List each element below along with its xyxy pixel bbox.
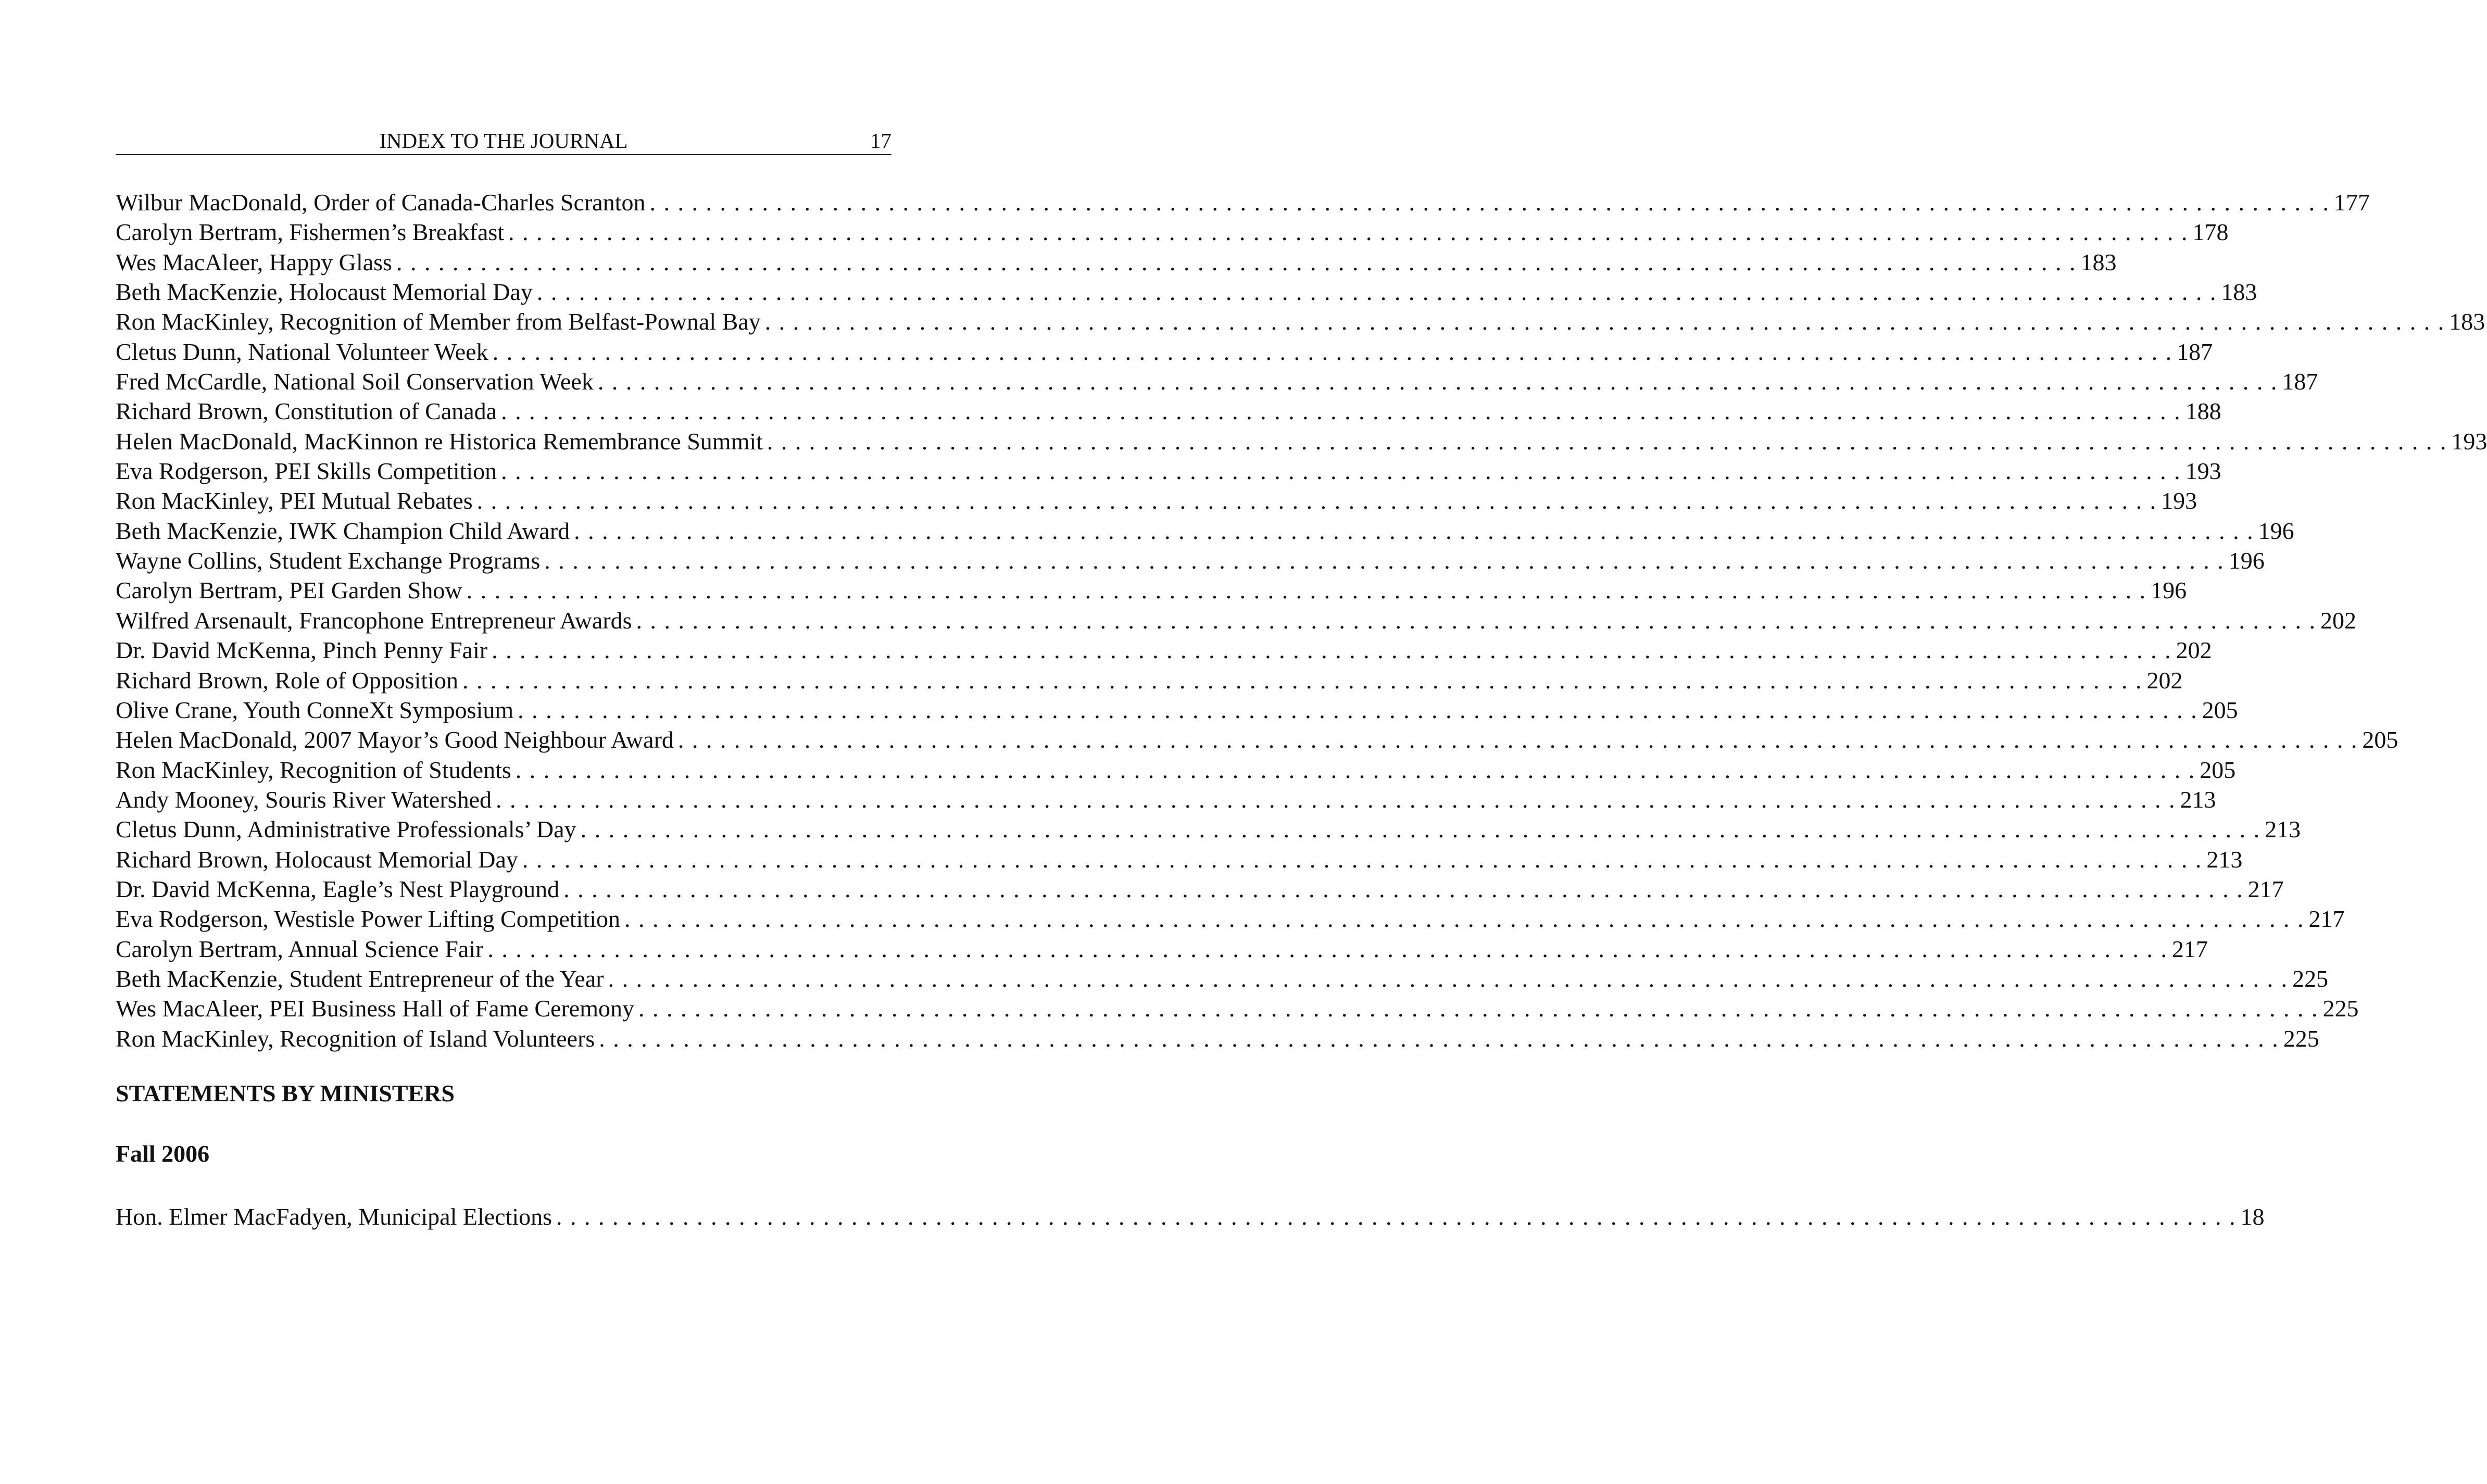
index-entry bbox=[116, 814, 2301, 844]
index-entry bbox=[116, 1202, 2265, 1231]
entry-page-number: 196 bbox=[2151, 577, 2187, 604]
entry-page-number: 213 bbox=[2206, 846, 2243, 873]
entry-text: Helen MacDonald, 2007 Mayor’s Good Neighbour Award bbox=[116, 726, 674, 753]
index-entry bbox=[116, 575, 2187, 605]
entry-text: Carolyn Bertram, PEI Garden Show bbox=[116, 577, 462, 604]
index-entry bbox=[116, 546, 2265, 575]
entry-page-number: 213 bbox=[2180, 786, 2216, 813]
dot-leader: . . . . . . . . . . . . . . . . . . . . . . . . . . . . . . . . . . . . . . . . . . . . . . . . . . . . . . . . . . . . . . . . . . . . . . . . . . . . . . . . . . . . . . . . . . . . . . . . . . . . . . . . . . . . . . . . . . . . . . . . bbox=[518, 696, 2198, 723]
entry-page-number: 193 bbox=[2185, 458, 2221, 485]
entry-page-number: 202 bbox=[2176, 637, 2212, 664]
dot-leader: . . . . . . . . . . . . . . . . . . . . . . . . . . . . . . . . . . . . . . . . . . . . . . . . . . . . . . . . . . . . . . . . . . . . . . . . . . . . . . . . . . . . . . . . . . . . . . . . . . . . . . . . . . . . . . . . . . . . . . . . bbox=[495, 786, 2176, 813]
header-title: INDEX TO THE JOURNAL bbox=[379, 129, 628, 153]
index-entry bbox=[116, 277, 2257, 307]
entry-page-number: 187 bbox=[2282, 368, 2318, 395]
entry-text: Eva Rodgerson, PEI Skills Competition bbox=[116, 458, 497, 485]
dot-leader: . . . . . . . . . . . . . . . . . . . . . . . . . . . . . . . . . . . . . . . . . . . . . . . . . . . . . . . . . . . . . . . . . . . . . . . . . . . . . . . . . . . . . . . . . . . . . . . . . . . . . . . . . . . . . . . . . . . . . . . . bbox=[476, 487, 2157, 514]
entry-text: Andy Mooney, Souris River Watershed bbox=[116, 786, 492, 813]
dot-leader: . . . . . . . . . . . . . . . . . . . . . . . . . . . . . . . . . . . . . . . . . . . . . . . . . . . . . . . . . . . . . . . . . . . . . . . . . . . . . . . . . . . . . . . . . . . . . . . . . . . . . . . . . . . . . . . . . . . . . . . . bbox=[563, 875, 2244, 902]
index-entry bbox=[116, 874, 2284, 904]
dot-leader: . . . . . . . . . . . . . . . . . . . . . . . . . . . . . . . . . . . . . . . . . . . . . . . . . . . . . . . . . . . . . . . . . . . . . . . . . . . . . . . . . . . . . . . . . . . . . . . . . . . . . . . . . . . . . . . . . . . . . . . . bbox=[624, 906, 2305, 933]
entry-page-number: 193 bbox=[2161, 487, 2197, 514]
dot-leader: . . . . . . . . . . . . . . . . . . . . . . . . . . . . . . . . . . . . . . . . . . . . . . . . . . . . . . . . . . . . . . . . . . . . . . . . . . . . . . . . . . . . . . . . . . . . . . . . . . . . . . . . . . . . . . . . . . . . . . . . bbox=[466, 577, 2147, 604]
entry-text: Helen MacDonald, MacKinnon re Historica Remembrance Summit bbox=[116, 427, 763, 455]
dot-leader: . . . . . . . . . . . . . . . . . . . . . . . . . . . . . . . . . . . . . . . . . . . . . . . . . . . . . . . . . . . . . . . . . . . . . . . . . . . . . . . . . . . . . . . . . . . . . . . . . . . . . . . . . . . . . . . . . . . . . . . . bbox=[536, 279, 2217, 306]
entry-page-number: 205 bbox=[2362, 726, 2398, 753]
entry-text: Richard Brown, Role of Opposition bbox=[116, 666, 458, 694]
entry-page-number: 225 bbox=[2322, 995, 2359, 1022]
entry-text: Cletus Dunn, Administrative Professionals’ Day bbox=[116, 816, 576, 843]
entry-page-number: 217 bbox=[2247, 875, 2284, 902]
dot-leader: . . . . . . . . . . . . . . . . . . . . . . . . . . . . . . . . . . . . . . . . . . . . . . . . . . . . . . . . . . . . . . . . . . . . . . . . . . . . . . . . . . . . . . . . . . . . . . . . . . . . . . . . . . . . . . . . . . . . . . . . bbox=[638, 995, 2319, 1022]
entry-page-number: 196 bbox=[2228, 547, 2265, 574]
ministers-statements-list bbox=[116, 1202, 2265, 1231]
entry-text: Dr. David McKenna, Pinch Penny Fair bbox=[116, 637, 488, 664]
index-entry bbox=[116, 845, 2243, 874]
index-entry bbox=[116, 904, 2345, 934]
entry-page-number: 202 bbox=[2320, 607, 2357, 634]
entry-page-number: 205 bbox=[2200, 756, 2236, 783]
entry-page-number: 178 bbox=[2192, 219, 2229, 246]
dot-leader: . . . . . . . . . . . . . . . . . . . . . . . . . . . . . . . . . . . . . . . . . . . . . . . . . . . . . . . . . . . . . . . . . . . . . . . . . . . . . . . . . . . . . . . . . . . . . . . . . . . . . . . . . . . . . . . . . . . . . . . . bbox=[492, 338, 2173, 365]
entry-page-number: 183 bbox=[2449, 308, 2485, 335]
index-entry bbox=[116, 337, 2213, 367]
index-entry bbox=[116, 755, 2236, 785]
entry-text: Beth MacKenzie, IWK Champion Child Award bbox=[116, 517, 570, 544]
entry-page-number: 183 bbox=[2080, 248, 2117, 275]
entry-page-number: 202 bbox=[2146, 666, 2183, 694]
dot-leader: . . . . . . . . . . . . . . . . . . . . . . . . . . . . . . . . . . . . . . . . . . . . . . . . . . . . . . . . . . . . . . . . . . . . . . . . . . . . . . . . . . . . . . . . . . . . . . . . . . . . . . . . . . . . . . . . . . . . . . . . bbox=[597, 368, 2278, 395]
dot-leader: . . . . . . . . . . . . . . . . . . . . . . . . . . . . . . . . . . . . . . . . . . . . . . . . . . . . . . . . . . . . . . . . . . . . . . . . . . . . . . . . . . . . . . . . . . . . . . . . . . . . . . . . . . . . . . . . . . . . . . . . bbox=[501, 458, 2181, 485]
entry-text: Wes MacAleer, Happy Glass bbox=[116, 248, 392, 275]
dot-leader: . . . . . . . . . . . . . . . . . . . . . . . . . . . . . . . . . . . . . . . . . . . . . . . . . . . . . . . . . . . . . . . . . . . . . . . . . . . . . . . . . . . . . . . . . . . . . . . . . . . . . . . . . . . . . . . . . . . . . . . . bbox=[487, 935, 2168, 962]
dot-leader: . . . . . . . . . . . . . . . . . . . . . . . . . . . . . . . . . . . . . . . . . . . . . . . . . . . . . . . . . . . . . . . . . . . . . . . . . . . . . . . . . . . . . . . . . . . . . . . . . . . . . . . . . . . . . . . . . . . . . . . . bbox=[608, 965, 2289, 992]
dot-leader: . . . . . . . . . . . . . . . . . . . . . . . . . . . . . . . . . . . . . . . . . . . . . . . . . . . . . . . . . . . . . . . . . . . . . . . . . . . . . . . . . . . . . . . . . . . . . . . . . . . . . . . . . . . . . . . . . . . . . . . . bbox=[767, 427, 2447, 455]
index-entry bbox=[116, 964, 2329, 993]
dot-leader: . . . . . . . . . . . . . . . . . . . . . . . . . . . . . . . . . . . . . . . . . . . . . . . . . . . . . . . . . . . . . . . . . . . . . . . . . . . . . . . . . . . . . . . . . . . . . . . . . . . . . . . . . . . . . . . . . . . . . . . . bbox=[508, 219, 2189, 246]
entry-page-number: 196 bbox=[2258, 517, 2294, 544]
index-entry bbox=[116, 247, 2117, 277]
entry-page-number: 213 bbox=[2265, 816, 2301, 843]
index-entry bbox=[116, 993, 2359, 1023]
dot-leader: . . . . . . . . . . . . . . . . . . . . . . . . . . . . . . . . . . . . . . . . . . . . . . . . . . . . . . . . . . . . . . . . . . . . . . . . . . . . . . . . . . . . . . . . . . . . . . . . . . . . . . . . . . . . . . . . . . . . . . . . bbox=[599, 1025, 2279, 1052]
dot-leader: . . . . . . . . . . . . . . . . . . . . . . . . . . . . . . . . . . . . . . . . . . . . . . . . . . . . . . . . . . . . . . . . . . . . . . . . . . . . . . . . . . . . . . . . . . . . . . . . . . . . . . . . . . . . . . . . . . . . . . . . bbox=[462, 666, 2143, 694]
entry-text: Wes MacAleer, PEI Business Hall of Fame Ceremony bbox=[116, 995, 635, 1022]
entry-page-number: 188 bbox=[2185, 398, 2221, 425]
entry-text: Richard Brown, Holocaust Memorial Day bbox=[116, 846, 518, 873]
dot-leader: . . . . . . . . . . . . . . . . . . . . . . . . . . . . . . . . . . . . . . . . . . . . . . . . . . . . . . . . . . . . . . . . . . . . . . . . . . . . . . . . . . . . . . . . . . . . . . . . . . . . . . . . . . . . . . . . . . . . . . . . bbox=[492, 637, 2172, 664]
entry-text: Dr. David McKenna, Eagle’s Nest Playground bbox=[116, 875, 560, 902]
dot-leader: . . . . . . . . . . . . . . . . . . . . . . . . . . . . . . . . . . . . . . . . . . . . . . . . . . . . . . . . . . . . . . . . . . . . . . . . . . . . . . . . . . . . . . . . . . . . . . . . . . . . . . . . . . . . . . . . . . . . . . . . bbox=[556, 1203, 2237, 1230]
entry-page-number: 177 bbox=[2333, 189, 2370, 216]
index-entry bbox=[116, 217, 2229, 247]
entry-text: Richard Brown, Constitution of Canada bbox=[116, 398, 497, 425]
entry-text: Wayne Collins, Student Exchange Programs bbox=[116, 547, 541, 574]
running-header bbox=[116, 127, 891, 155]
entry-page-number: 187 bbox=[2177, 338, 2213, 365]
entry-page-number: 183 bbox=[2221, 279, 2257, 306]
entry-page-number: 205 bbox=[2202, 696, 2238, 723]
entry-text: Ron MacKinley, Recognition of Students bbox=[116, 756, 511, 783]
entry-text: Wilbur MacDonald, Order of Canada-Charles Scranton bbox=[116, 189, 646, 216]
entry-text: Beth MacKenzie, Student Entrepreneur of the Year bbox=[116, 965, 604, 992]
dot-leader: . . . . . . . . . . . . . . . . . . . . . . . . . . . . . . . . . . . . . . . . . . . . . . . . . . . . . . . . . . . . . . . . . . . . . . . . . . . . . . . . . . . . . . . . . . . . . . . . . . . . . . . . . . . . . . . . . . . . . . . . bbox=[649, 189, 2330, 216]
header-page-number: 17 bbox=[870, 129, 891, 153]
index-entry bbox=[116, 1024, 2319, 1053]
index-entry bbox=[116, 367, 2318, 396]
index-entry bbox=[116, 934, 2208, 964]
dot-leader: . . . . . . . . . . . . . . . . . . . . . . . . . . . . . . . . . . . . . . . . . . . . . . . . . . . . . . . . . . . . . . . . . . . . . . . . . . . . . . . . . . . . . . . . . . . . . . . . . . . . . . . . . . . . . . . . . . . . . . . . bbox=[636, 607, 2317, 634]
dot-leader: . . . . . . . . . . . . . . . . . . . . . . . . . . . . . . . . . . . . . . . . . . . . . . . . . . . . . . . . . . . . . . . . . . . . . . . . . . . . . . . . . . . . . . . . . . . . . . . . . . . . . . . . . . . . . . . . . . . . . . . . bbox=[501, 398, 2181, 425]
index-entry bbox=[116, 665, 2183, 695]
index-entry bbox=[116, 426, 2487, 456]
entry-page-number: 18 bbox=[2240, 1203, 2265, 1230]
entry-text: Ron MacKinley, Recognition of Island Volunteers bbox=[116, 1025, 595, 1052]
entry-text: Hon. Elmer MacFadyen, Municipal Elections bbox=[116, 1203, 552, 1230]
section-heading: STATEMENTS BY MINISTERS bbox=[116, 1080, 455, 1106]
entry-text: Ron MacKinley, Recognition of Member from Belfast-Pownal Bay bbox=[116, 308, 761, 335]
dot-leader: . . . . . . . . . . . . . . . . . . . . . . . . . . . . . . . . . . . . . . . . . . . . . . . . . . . . . . . . . . . . . . . . . . . . . . . . . . . . . . . . . . . . . . . . . . . . . . . . . . . . . . . . . . . . . . . . . . . . . . . . bbox=[515, 756, 2196, 783]
entry-text: Ron MacKinley, PEI Mutual Rebates bbox=[116, 487, 473, 514]
index-entry bbox=[116, 725, 2398, 754]
dot-leader: . . . . . . . . . . . . . . . . . . . . . . . . . . . . . . . . . . . . . . . . . . . . . . . . . . . . . . . . . . . . . . . . . . . . . . . . . . . . . . . . . . . . . . . . . . . . . . . . . . . . . . . . . . . . . . . . . . . . . . . . bbox=[677, 726, 2358, 753]
entry-page-number: 217 bbox=[2171, 935, 2208, 962]
dot-leader: . . . . . . . . . . . . . . . . . . . . . . . . . . . . . . . . . . . . . . . . . . . . . . . . . . . . . . . . . . . . . . . . . . . . . . . . . . . . . . . . . . . . . . . . . . . . . . . . . . . . . . . . . . . . . . . . . . . . . . . . bbox=[764, 308, 2445, 335]
entry-text: Beth MacKenzie, Holocaust Memorial Day bbox=[116, 279, 533, 306]
index-entry bbox=[116, 516, 2294, 546]
index-entry bbox=[116, 187, 2370, 217]
entry-text: Eva Rodgerson, Westisle Power Lifting Competition bbox=[116, 906, 621, 933]
index-entry bbox=[116, 785, 2216, 814]
section-subheading: Fall 2006 bbox=[116, 1140, 210, 1167]
dot-leader: . . . . . . . . . . . . . . . . . . . . . . . . . . . . . . . . . . . . . . . . . . . . . . . . . . . . . . . . . . . . . . . . . . . . . . . . . . . . . . . . . . . . . . . . . . . . . . . . . . . . . . . . . . . . . . . . . . . . . . . . bbox=[574, 517, 2254, 544]
entry-text: Carolyn Bertram, Annual Science Fair bbox=[116, 935, 484, 962]
entry-page-number: 225 bbox=[2283, 1025, 2319, 1052]
entry-page-number: 225 bbox=[2292, 965, 2329, 992]
index-entry bbox=[116, 606, 2357, 635]
entry-page-number: 217 bbox=[2308, 906, 2345, 933]
entry-text: Cletus Dunn, National Volunteer Week bbox=[116, 338, 488, 365]
entry-text: Carolyn Bertram, Fishermen’s Breakfast bbox=[116, 219, 505, 246]
entry-text: Olive Crane, Youth ConneXt Symposium bbox=[116, 696, 514, 723]
index-entry bbox=[116, 307, 2485, 336]
dot-leader: . . . . . . . . . . . . . . . . . . . . . . . . . . . . . . . . . . . . . . . . . . . . . . . . . . . . . . . . . . . . . . . . . . . . . . . . . . . . . . . . . . . . . . . . . . . . . . . . . . . . . . . . . . . . . . . . . . . . . . . . bbox=[580, 816, 2261, 843]
entry-page-number: 193 bbox=[2451, 427, 2487, 455]
entry-text: Fred McCardle, National Soil Conservation Week bbox=[116, 368, 594, 395]
index-entry bbox=[116, 486, 2197, 515]
dot-leader: . . . . . . . . . . . . . . . . . . . . . . . . . . . . . . . . . . . . . . . . . . . . . . . . . . . . . . . . . . . . . . . . . . . . . . . . . . . . . . . . . . . . . . . . . . . . . . . . . . . . . . . . . . . . . . . . . . . . . . . . bbox=[522, 846, 2203, 873]
index-entry bbox=[116, 695, 2238, 725]
entry-text: Wilfred Arsenault, Francophone Entrepreneur Awards bbox=[116, 607, 632, 634]
dot-leader: . . . . . . . . . . . . . . . . . . . . . . . . . . . . . . . . . . . . . . . . . . . . . . . . . . . . . . . . . . . . . . . . . . . . . . . . . . . . . . . . . . . . . . . . . . . . . . . . . . . . . . . . . . . . . . . . . . . . . . . . bbox=[396, 248, 2077, 275]
members-statements-list bbox=[116, 187, 2487, 1053]
dot-leader: . . . . . . . . . . . . . . . . . . . . . . . . . . . . . . . . . . . . . . . . . . . . . . . . . . . . . . . . . . . . . . . . . . . . . . . . . . . . . . . . . . . . . . . . . . . . . . . . . . . . . . . . . . . . . . . . . . . . . . . . bbox=[544, 547, 2225, 574]
index-entry bbox=[116, 456, 2221, 486]
index-entry bbox=[116, 635, 2212, 665]
index-entry bbox=[116, 396, 2221, 426]
